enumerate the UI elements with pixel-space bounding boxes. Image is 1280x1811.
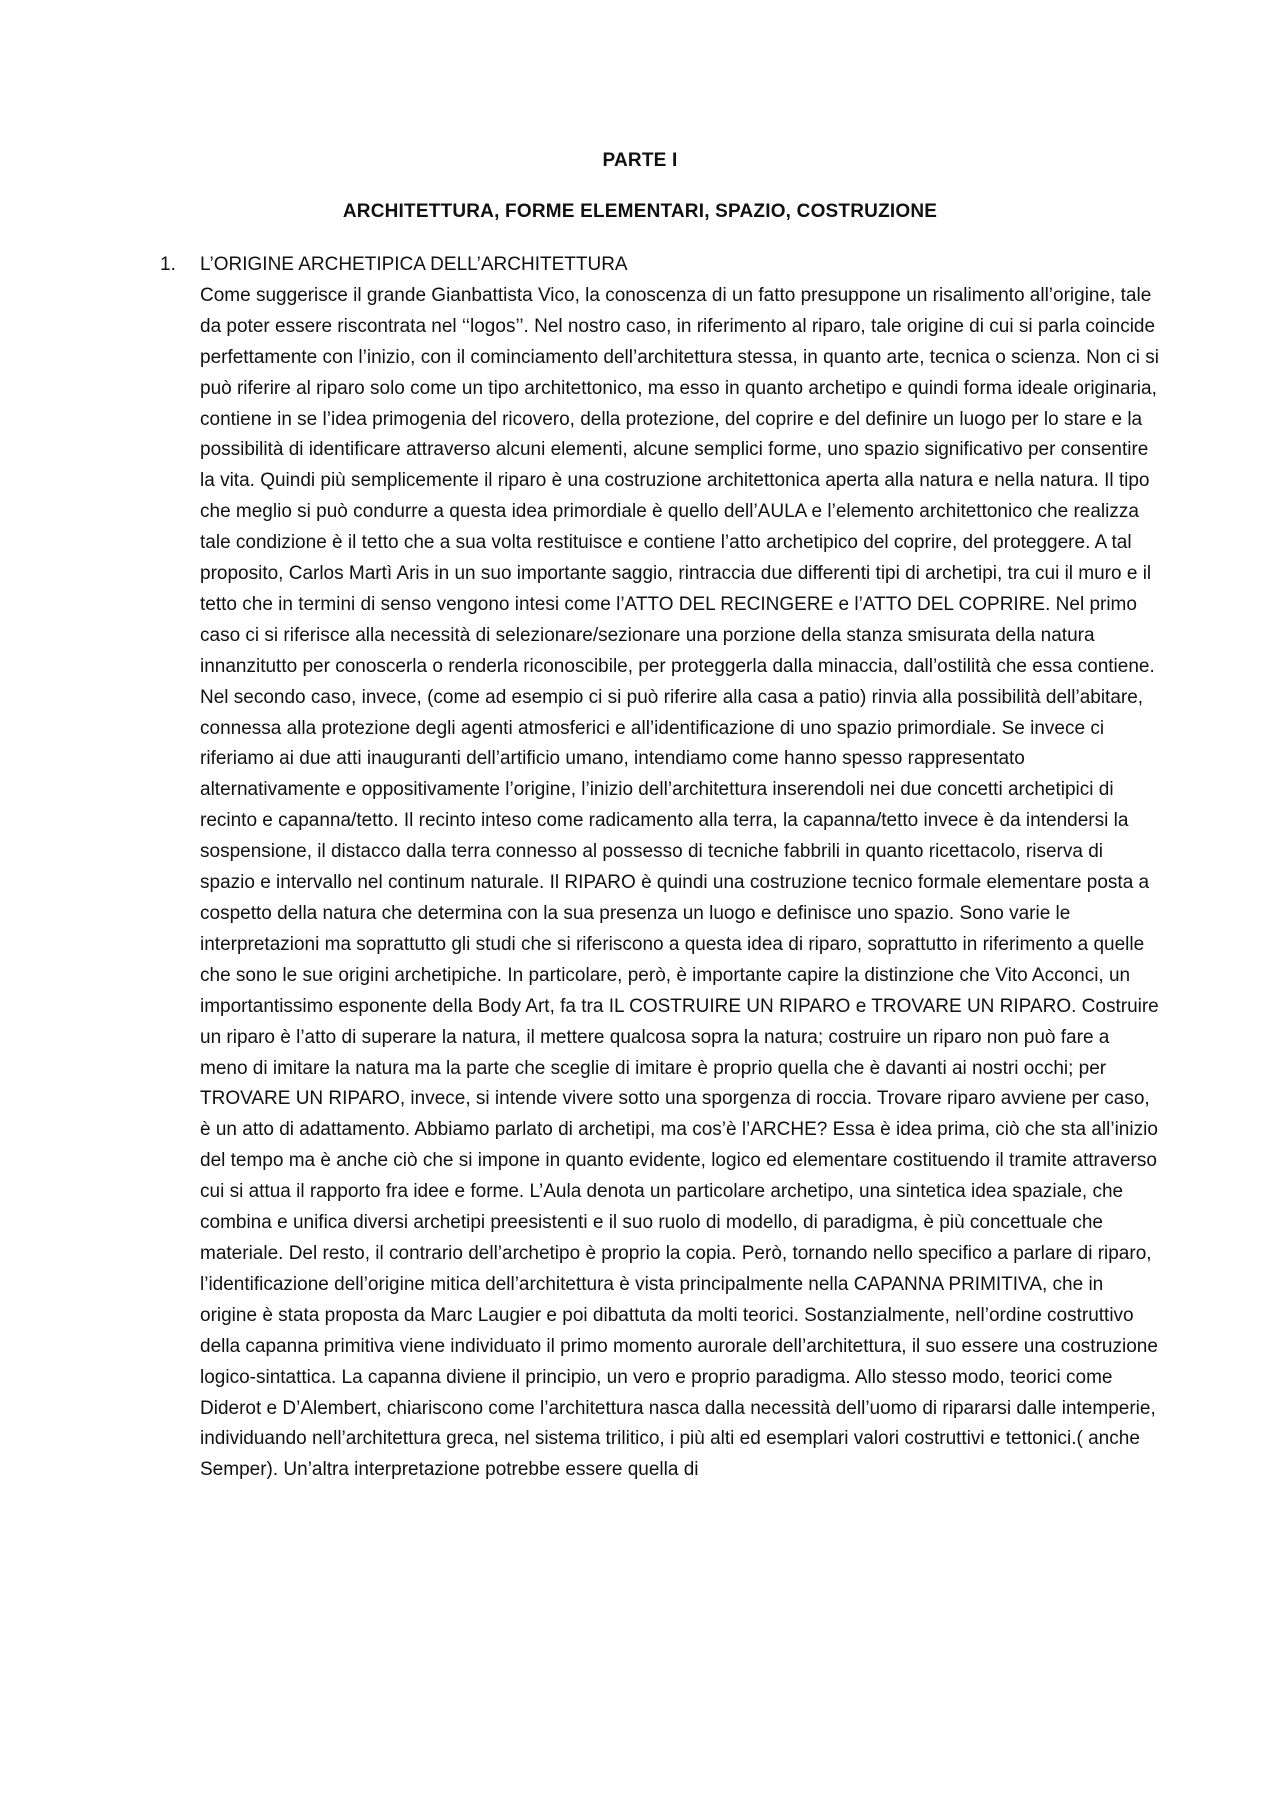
part-title: PARTE I <box>602 150 678 171</box>
section-title: ARCHITETTURA, FORME ELEMENTARI, SPAZIO, COSTRUZIONE <box>342 201 938 222</box>
chapter-body-paragraph: Come suggerisce il grande Gianbattista Vico, la conoscenza di un fatto presuppone un risalimento all’origine, tale da poter essere riscontrata nel ‘‘logos’’. Nel nostro caso, in riferimento al riparo, tale origine di cui si parla coincide perfettamente con l’inizio, con il cominciamento dell’architettura stessa, in quanto arte, tecnica o scienza. Non ci si può riferire al riparo solo come un tipo architettonico, ma esso in quanto archetipo e quindi forma ideale originaria, contiene in se l’idea primogenia del ricovero, della protezione, del coprire e del definire un luogo per lo stare e la possibilità di identificare attraverso alcuni elementi, alcune semplici forme, uno spazio significativo per consentire la vita. Quindi più semplicemente il riparo è una costruzione architettonica aperta alla natura e nella natura. Il tipo che meglio si può condurre a questa idea primordiale è quello dell’AULA e l’elemento architettonico che realizza tale condizione è il tetto che a sua volta restituisce e contiene l’atto archetipico del coprire, del proteggere. A tal proposito, Carlos Martì Aris in un suo importante saggio, rintraccia due differenti tipi di archetipi, tra cui il muro e il tetto che in termini di senso vengono intesi come l’ATTO DEL RECINGERE e l’ATTO DEL COPRIRE. Nel primo caso ci si riferisce alla necessità di selezionare/sezionare una porzione della stanza smisurata della natura innanzitutto per conoscerla o renderla riconoscibile, per proteggerla dalla minaccia, dall’ostilità che essa contiene. Nel secondo caso, invece, (come ad esempio ci si può riferire alla casa a patio) rinvia alla possibilità dell’abitare, connessa alla protezione degli agenti atmosferici e all’identificazione di uno spazio primordiale. Se invece ci riferiamo ai due atti inauguranti dell’artificio umano, intendiamo come hanno spesso rappresentato alternativamente e oppositivamente l’origine, l’inizio dell’architettura inserendoli nei due concetti archetipici di recinto e capanna/tetto. Il recinto inteso come radicamento alla terra, la capanna/tetto invece è da intendersi la sospensione, il distacco dalla terra connesso al possesso di tecniche fabbrili in quanto ricettacolo, riserva di spazio e intervallo nel continum naturale. Il RIPARO è quindi una costruzione tecnico formale elementare posta a cospetto della natura che determina con la sua presenza un luogo e definisce uno spazio. Sono varie le interpretazioni ma soprattutto gli studi che si riferiscono a questa idea di riparo, soprattutto in riferimento a quelle che sono le sue origini archetipiche. In particolare, però, è importante capire la distinzione che Vito Acconci, un importantissimo esponente della Body Art, fa tra IL COSTRUIRE UN RIPARO e TROVARE UN RIPARO. Costruire un riparo è l’atto di superare la natura, il mettere qualcosa sopra la natura; costruire un riparo non può fare a meno di imitare la natura ma la parte che sceglie di imitare è proprio quella che è davanti ai nostri occhi; per TROVARE UN RIPARO, invece, si intende vivere sotto una sporgenza di roccia. Trovare riparo avviene per caso, è un atto di adattamento. Abbiamo parlato di archetipi, ma cos’è l’ARCHE? Essa è idea prima, ciò che sta all’inizio del tempo ma è anche ciò che si impone in quanto evidente, logico ed elementare costituendo il tramite attraverso cui si attua il rapporto fra idee e forme. L’Aula denota un particolare archetipo, una sintetica idea spaziale, che combina e unifica diversi archetipi preesistenti e il suo ruolo di modello, di paradigma, è più concettuale che materiale. Del resto, il contrario dell’archetipo è proprio la copia. Però, tornando nello specifico a parlare di riparo, l’identificazione dell’origine mitica dell’architettura è vista principalmente nella CAPANNA PRIMITIVA, che in origine è stata proposta da Marc Laugier e poi dibattuta da molti teorici. Sostanzialmente, nell’ordine costruttivo della capanna primitiva viene individuato il primo momento aurorale dell’architettura, il suo essere una costruzione logico-sintattica. La capanna diviene il principio, un vero e proprio paradigma. Allo stesso modo, teorici come Diderot e D’Alembert, chiariscono come l’architettura nasca dalla necessità dell’uomo di ripararsi dalle intemperie, individuando nell’architettura greca, nel sistema trilitico, i più alti ed esemplari valori costruttivi e tettonici.( anche Semper). Un’altra interpretazione potrebbe essere quella di <box>200 284 1159 1481</box>
chapter-heading: L’ORIGINE ARCHETIPICA DELL’ARCHITETTURA <box>200 254 628 275</box>
chapter-number: 1. <box>160 254 176 275</box>
